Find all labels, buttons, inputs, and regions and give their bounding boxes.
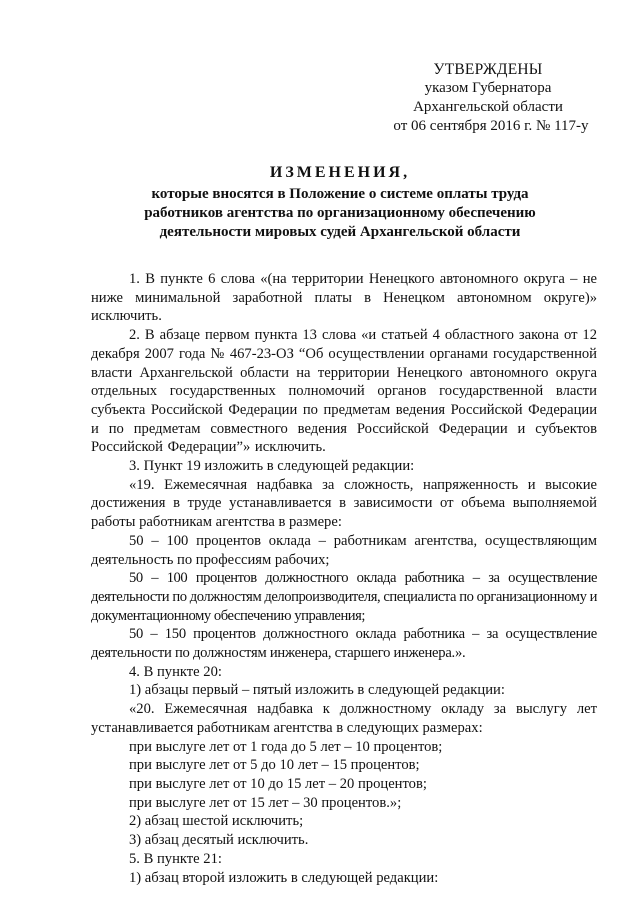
paragraph-subitem-1b: 1) абзац второй изложить в следующей редакции: <box>129 869 439 886</box>
title-heading: ИЗМЕНЕНИЯ, <box>269 164 411 181</box>
approval-date-line: от 06 сентября 2016 г. № 117-у <box>393 118 589 134</box>
document-body <box>91 270 597 887</box>
paragraph-subitem-3: 3) абзац десятый исключить. <box>129 832 309 849</box>
paragraph-seniority-2: при выслуге лет от 5 до 10 лет – 15 процентов; <box>129 757 420 774</box>
paragraph-subitem-1: 1) абзацы первый – пятый изложить в следующей редакции: <box>129 682 505 699</box>
paragraph-seniority-1: при выслуге лет от 1 года до 5 лет – 10 процентов; <box>129 738 443 755</box>
approval-region-label: Архангельской области <box>413 99 563 115</box>
paragraph-range-clerks: 50 – 100 процентов должностного оклада работника – за осуществление деятельности по должностям делопроизводителя, специалиста по организационному и документационному обеспечению управления; <box>91 570 597 624</box>
title-line: которые вносятся в Положение о системе оплаты труда <box>151 186 529 202</box>
paragraph-seniority-4: при выслуге лет от 15 лет – 30 процентов.»; <box>129 794 402 811</box>
document-title <box>90 161 590 242</box>
title-line: деятельности мировых судей Архангельской области <box>159 224 521 240</box>
paragraph-item-1: 1. В пункте 6 слова «(на территории Ненецкого автономного округа – не ниже минимальной заработной платы в Ненецком автономном округе)» исключить. <box>91 271 597 325</box>
approval-stamp <box>372 60 604 136</box>
paragraph-seniority-3: при выслуге лет от 10 до 15 лет – 20 процентов; <box>129 775 427 792</box>
paragraph-quote-19: «19. Ежемесячная надбавка за сложность, напряженность и высокие достижения в труде устанавливается в зависимости от объема выполняемой работы работникам агентства в размере: <box>91 476 597 531</box>
paragraph-range-engineers: 50 – 150 процентов должностного оклада работника – за осуществление деятельности по должностям инженера, старшего инженера.». <box>91 626 597 662</box>
paragraph-subitem-2: 2) абзац шестой исключить; <box>129 813 304 830</box>
approval-approved-label: УТВЕРЖДЕНЫ <box>433 61 543 78</box>
paragraph-item-4: 4. В пункте 20: <box>129 663 222 680</box>
paragraph-item-5: 5. В пункте 21: <box>129 850 222 867</box>
approval-decree-label: указом Губернатора <box>424 80 552 96</box>
paragraph-item-3: 3. Пункт 19 изложить в следующей редакции: <box>129 458 415 475</box>
paragraph-range-workers: 50 – 100 процентов оклада – работникам агентства, осуществляющим деятельность по профессиям рабочих; <box>91 532 597 568</box>
paragraph-quote-20: «20. Ежемесячная надбавка к должностному окладу за выслугу лет устанавливается работникам агентства в следующих размерах: <box>91 701 597 736</box>
title-line: работников агентства по организационному обеспечению <box>144 205 536 221</box>
paragraph-item-2: 2. В абзаце первом пункта 13 слова «и статьей 4 областного закона от 12 декабря 2007 года № 467-23-ОЗ “Об осуществлении органами государственной власти Архангельской области на территории Ненецкого автономного округа отдельных государственных полномочий органов государственной власти субъекта Российской Федерации по предметам ведения Российской Федерации и по предметам совместного ведения Российской Федерации и субъектов Российской Федерации”» исключить. <box>91 327 597 456</box>
